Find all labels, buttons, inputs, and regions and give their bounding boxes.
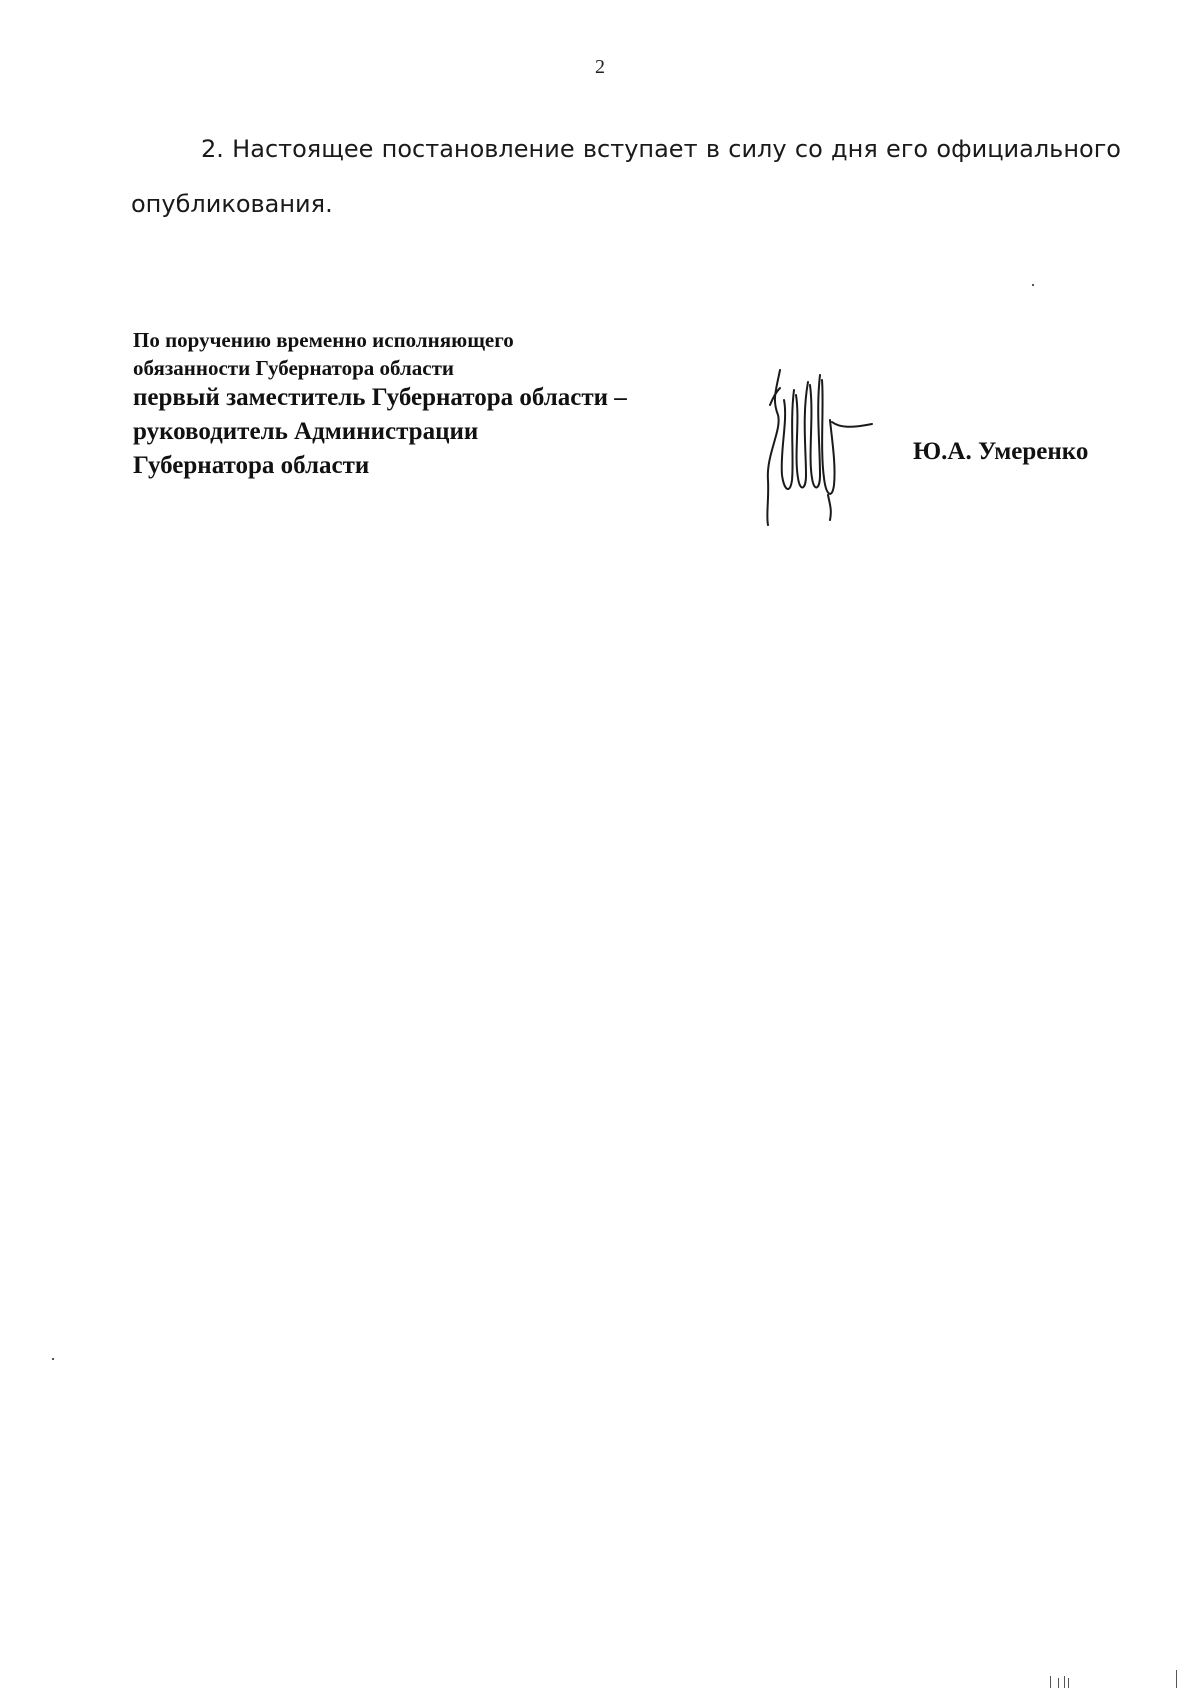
signature-stroke xyxy=(782,390,794,489)
signer-title-line-4: руководитель Администрации xyxy=(133,418,479,445)
signer-name: Ю.А. Умеренко xyxy=(913,438,1089,465)
signature-stroke xyxy=(822,380,835,494)
page-number: 2 xyxy=(595,56,605,78)
scan-speck xyxy=(52,1358,54,1360)
signer-title-line-3: первый заместитель Губернатора области – xyxy=(133,384,627,411)
signature-stroke xyxy=(828,495,831,520)
signer-title-line-5: Губернатора области xyxy=(133,452,370,479)
body-paragraph: 2. Настоящее постановление вступает в силу со дня его официального опубликования. xyxy=(131,135,1121,218)
signature-stroke xyxy=(832,422,872,427)
scan-speck xyxy=(1068,1678,1069,1688)
scan-speck xyxy=(1050,1676,1051,1688)
scan-speck xyxy=(1058,1678,1059,1688)
signature-stroke xyxy=(796,382,808,487)
scan-speck xyxy=(1064,1676,1065,1688)
signer-title-line-2: обязанности Губернатора области xyxy=(133,356,454,380)
signature-stroke xyxy=(767,370,780,525)
scan-speck xyxy=(1176,1670,1177,1688)
handwritten-signature xyxy=(760,360,900,530)
signature-stroke xyxy=(810,375,820,487)
scan-speck xyxy=(1032,284,1034,286)
signer-title-line-1: По поручению временно исполняющего xyxy=(133,328,514,352)
